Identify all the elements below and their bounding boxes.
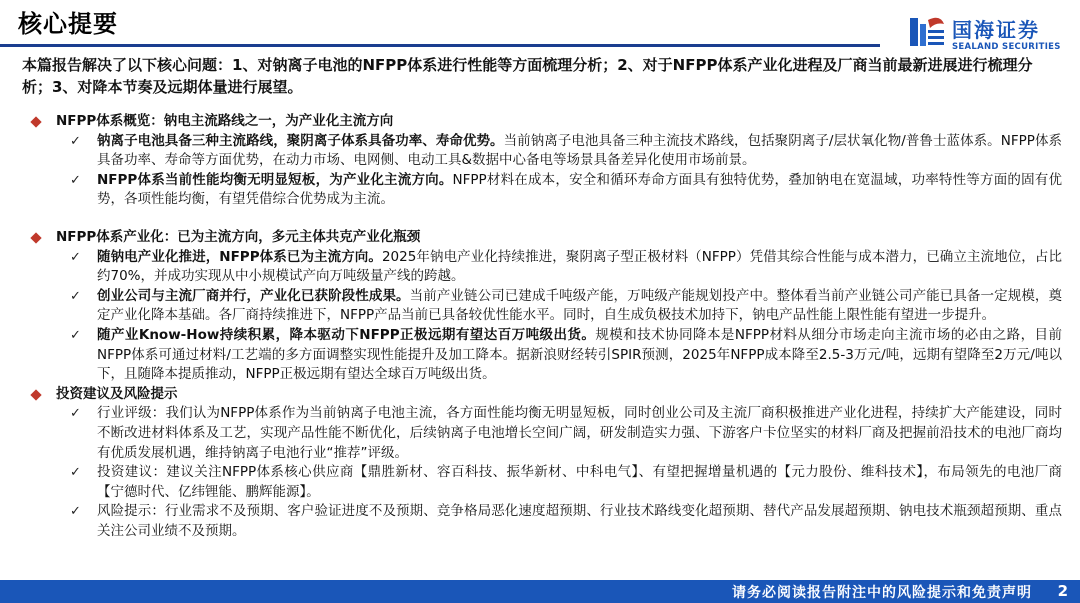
logo-text-en: SEALAND SECURITIES: [952, 42, 1061, 52]
page-title: 核心提要: [18, 10, 118, 38]
bullet-item: [22, 502, 1062, 541]
bullet-item: [22, 132, 1062, 171]
item-text: 当前钠离子电池具备三种主流技术路线，包括聚阴离子/层状氧化物/普鲁士蓝体系。NFPP体系具备功率、寿命等方面优势，在动力市场、电网侧、电动工具&数据中心备电等场景具备差异化使用市场前景。: [97, 132, 1062, 169]
title-underline: [0, 44, 880, 47]
section-heading-text: 投资建议及风险提示: [56, 385, 178, 402]
section-investment: [22, 385, 1062, 542]
check-icon: ✓: [70, 288, 81, 304]
section-heading-text: NFPP体系产业化：已为主流方向，多元主体共克产业化瓶颈: [56, 228, 421, 245]
bullet-item: [22, 326, 1062, 385]
bullet-item: [22, 463, 1062, 502]
check-icon: ✓: [70, 172, 81, 188]
item-lead: 随钠电产业化推进，NFPP体系已为主流方向。: [97, 248, 382, 265]
diamond-bullet-icon: [30, 116, 41, 127]
section-overview: [22, 112, 1062, 210]
check-icon: ✓: [70, 504, 81, 520]
check-icon: ✓: [70, 133, 81, 149]
item-lead: 创业公司与主流厂商并行，产业化已获阶段性成果。: [97, 287, 410, 304]
bullet-item: [22, 287, 1062, 326]
section-heading-text: NFPP体系概览：钠电主流路线之一，为产业化主流方向: [56, 113, 394, 129]
item-text: 2025年钠电产业化持续推进，聚阴离子型正极材料（NFPP）凭借其综合性能与成本潜力，已确立主流地位，占比约70%，并成功实现从中小规模试产向万吨级量产线的跨越。: [97, 248, 1062, 285]
check-icon: ✓: [70, 465, 81, 481]
item-lead: 随产业Know-How持续积累，降本驱动下NFPP正极远期有望达百万吨级出货。: [97, 326, 596, 343]
page-footer: [0, 580, 1080, 603]
sealand-logo-icon: [908, 14, 948, 50]
diamond-bullet-icon: [30, 232, 41, 243]
check-icon: ✓: [70, 249, 81, 265]
main-content: [22, 54, 1062, 541]
bullet-item: [22, 248, 1062, 287]
diamond-bullet-icon: [30, 389, 41, 400]
item-text: 投资建议：建议关注NFPP体系核心供应商【鼎胜新材、容百科技、振华新材、中科电气】、有望把握增量机遇的【元力股份、维科技术】，布局领先的电池厂商【宁德时代、亿纬锂能、鹏辉能源】。: [97, 464, 1062, 500]
section-industrialization: [22, 228, 1062, 385]
item-lead: NFPP体系当前性能均衡无明显短板，为产业化主流方向。: [97, 171, 453, 188]
bullet-item: [22, 171, 1062, 210]
disclaimer-text: 请务必阅读报告附注中的风险提示和免责声明: [732, 585, 1032, 601]
company-logo: [908, 14, 1068, 54]
item-text: 行业评级：我们认为NFPP体系作为当前钠离子电池主流，各方面性能均衡无明显短板，同时创业公司及主流厂商积极推进产业化进程，持续扩大产能建设，同时不断改进材料体系及工艺，实现产品性能不断优化，后续钠离子电池增长空间广阔，研发制造实力强、下游客户卡位坚实的材料厂商及把握前沿技术的电池厂商均有优质发展机遇，维持钠离子电池行业“推荐”评级。: [97, 405, 1062, 461]
check-icon: ✓: [70, 327, 81, 343]
check-icon: ✓: [70, 406, 81, 422]
item-lead: 钠离子电池具备三种主流路线，聚阴离子体系具备功率、寿命优势。: [97, 132, 504, 149]
item-text: 风险提示：行业需求不及预期、客户验证进度不及预期、竞争格局恶化速度超预期、行业技术路线变化超预期、替代产品发展超预期、钠电技术瓶颈超预期、重点关注公司业绩不及预期。: [97, 503, 1062, 539]
section-heading: [22, 385, 1062, 405]
logo-text-cn: 国海证券: [952, 18, 1040, 42]
page-number: 2: [1057, 582, 1068, 600]
item-text: 规模和技术协同降本是NFPP材料从细分市场走向主流市场的必由之路，目前NFPP体系可通过材料/工艺端的多方面调整实现性能提升及加工降本。据新浪财经转引SPIR预测，2025年NFPP成本降至2.5-3万元/吨，远期有望降至2万元/吨以下，且随降本提质推动，NFPP正极远期有望达全球百万吨级出货。: [97, 326, 1062, 383]
bullet-item: [22, 404, 1062, 463]
item-text: NFPP材料在成本，安全和循环寿命方面具有独特优势，叠加钠电在宽温域，功率特性等方面的固有优势，各项性能均衡，有望凭借综合优势成为主流。: [97, 171, 1062, 208]
section-heading: [22, 112, 1062, 132]
section-heading: [22, 228, 1062, 248]
page-header: [0, 0, 1080, 52]
item-text: 当前产业链公司已建成千吨级产能，万吨级产能规划投产中。整体看当前产业链公司产能已具备一定规模，奠定产业化降本基础。各厂商持续推进下，NFPP产品当前已具备较优性能水平。同时，自生成负极技术加持下，钠电产品性能上限性能有望进一步提升。: [97, 287, 1063, 324]
intro-paragraph: 本篇报告解决了以下核心问题：1、对钠离子电池的NFPP体系进行性能等方面梳理分析；2、对于NFPP体系产业化进程及厂商当前最新进展进行梳理分析；3、对降本节奏及远期体量进行展望。: [22, 56, 1033, 96]
